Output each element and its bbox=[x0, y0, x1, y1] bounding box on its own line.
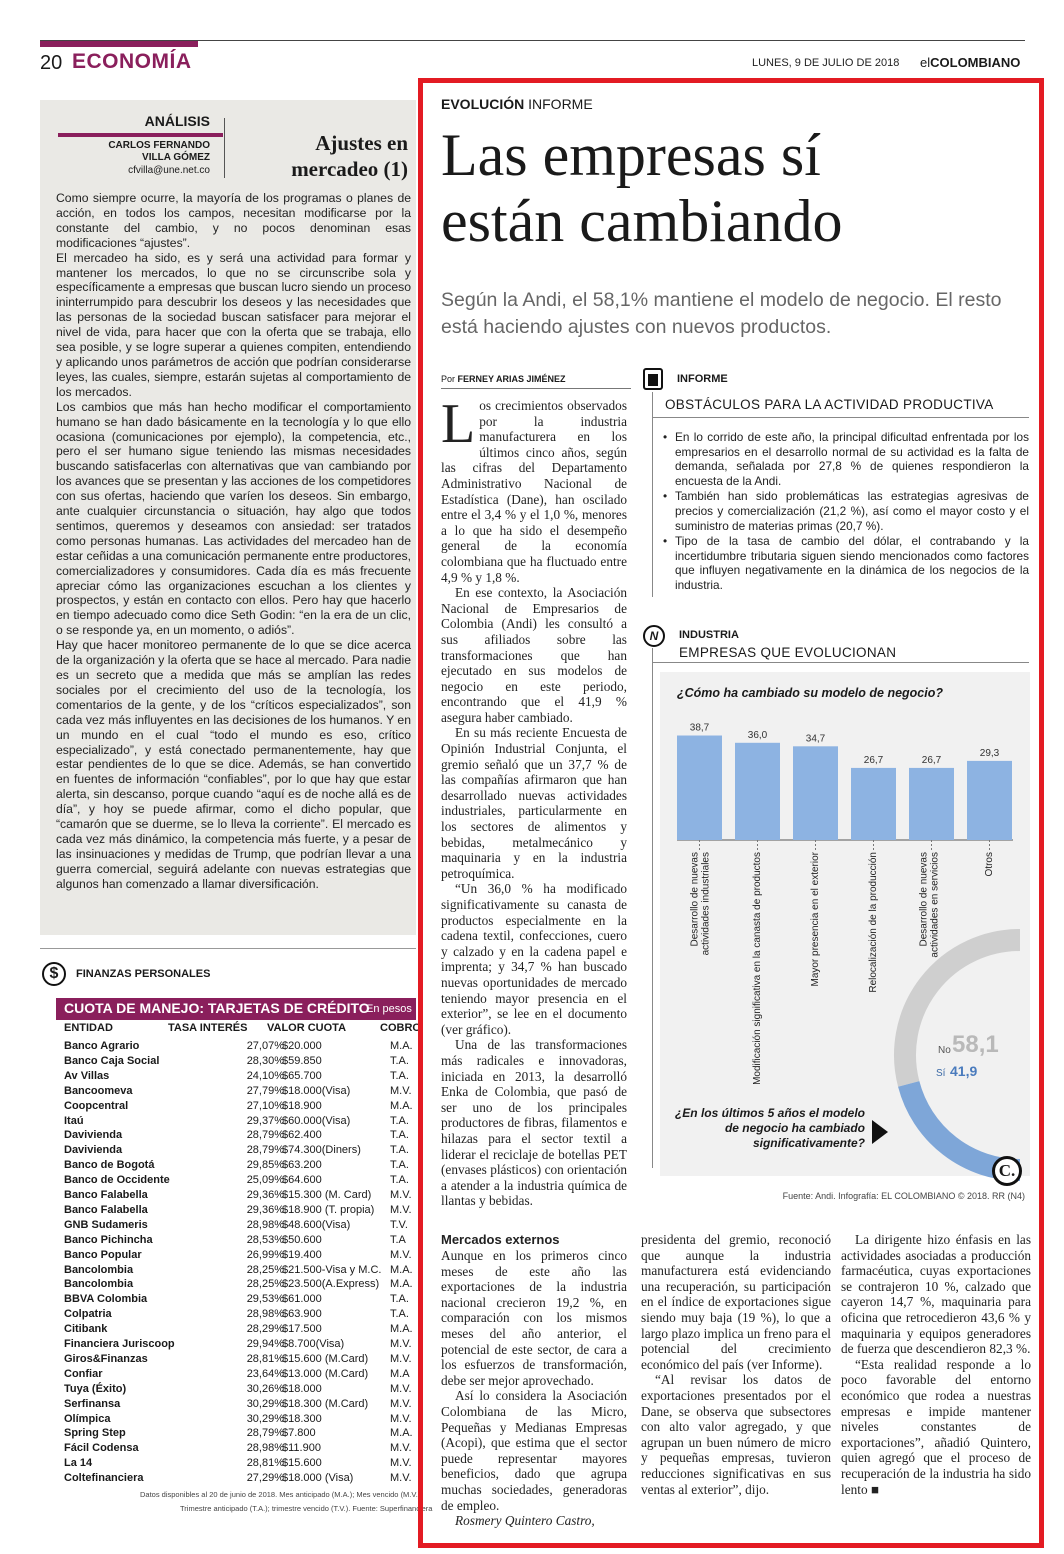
rate-cell: 25,09% bbox=[246, 1174, 284, 1187]
charge-cell: T.A. bbox=[390, 1293, 409, 1306]
article-paragraph bbox=[441, 393, 627, 585]
column-author bbox=[60, 140, 210, 164]
issue-date: LUNES, 9 DE JULIO DE 2018 bbox=[752, 57, 900, 69]
table-row bbox=[64, 1070, 416, 1085]
fee-cell: $50.600 bbox=[282, 1233, 322, 1246]
column-title-line-2: mercadeo (1) bbox=[291, 157, 408, 181]
fee-cell: $8.700(Visa) bbox=[282, 1338, 345, 1350]
charge-cell: M.V. bbox=[390, 1084, 412, 1097]
finance-title-bar bbox=[56, 998, 416, 1020]
charge-cell: M.V. bbox=[390, 1412, 412, 1425]
category-label: Modificación significativa en la canasta de productos bbox=[752, 852, 764, 1085]
author-line-2: VILLA GÓMEZ bbox=[142, 152, 210, 163]
newspaper-brand bbox=[920, 55, 1020, 70]
charge-cell: T.A. bbox=[390, 1114, 409, 1127]
document-icon-fill bbox=[648, 374, 658, 386]
category-label: Otros bbox=[984, 852, 996, 877]
industria-title-rule bbox=[652, 662, 1029, 663]
fee-cell: $64.600 bbox=[282, 1174, 322, 1187]
charge-cell: M.V. bbox=[390, 1203, 412, 1216]
column-body bbox=[56, 191, 411, 892]
finance-table-header bbox=[64, 1022, 421, 1036]
category-label: Desarrollo de nuevasactividades en servicios bbox=[918, 852, 941, 958]
article-bottom-column-3 bbox=[841, 1232, 1031, 1497]
newspaper-logo-icon: C. bbox=[992, 1156, 1022, 1186]
table-row bbox=[64, 1442, 416, 1457]
entity-cell: Bancolombia bbox=[64, 1263, 134, 1276]
fee-cell: $15.600 (M.Card) bbox=[282, 1352, 369, 1365]
entity-cell: Coltefinanciera bbox=[64, 1472, 144, 1485]
author-separator bbox=[224, 118, 225, 178]
page-number: 20 bbox=[40, 52, 63, 74]
article-headline bbox=[441, 122, 1031, 254]
rate-cell: 30,29% bbox=[246, 1412, 284, 1425]
table-row bbox=[64, 1249, 416, 1264]
fee-cell: $63.900 bbox=[282, 1308, 322, 1321]
byline-name: FERNEY ARIAS JIMÉNEZ bbox=[457, 374, 566, 384]
column-paragraph: Hay que hacer monitoreo permanente de lo que se dice acerca de la organización y la oferta que se hace al mercado. Para nadie es un secreto que a medida que más se amplían las redes sociales por el crecimiento del uso de la tecnología, los comentarios de la gente, y de los “críticos especializados”, son cada vez más influyentes en las decisiones de los humanos. Y en un mundo en el cual “todo el mundo es eso, crítico especializado”, y está conectado permanentemente, hay que estar pendientes de lo que se dice. Además, se han convertido en fuentes de información “confiables”, por lo que hay que estar alerta, sin descanso, porque cuando “aquí es de noche allá es de día”, y hoy se puede afirmar, como el dicho popular, que “camarón que se duerme, se lo lleva la corriente”. El mercado es cada vez más dinámico, la competencia más fuerte, y a pesar de las insinuaciones y medidas de Trump, que podrían llevar a una guerra comercial, seguirá adelante con nuevas estrategias que algunos han comenzado a llamar diversificación. bbox=[56, 638, 412, 891]
charge-cell: M.V. bbox=[390, 1382, 412, 1395]
fee-cell: $59.850 bbox=[282, 1054, 322, 1067]
entity-cell: Citibank bbox=[64, 1323, 108, 1336]
entity-cell: BBVA Colombia bbox=[64, 1293, 148, 1306]
fee-cell: $62.400 bbox=[282, 1129, 322, 1142]
charge-cell: T.A. bbox=[390, 1159, 409, 1172]
article-main-column bbox=[441, 393, 627, 1209]
fee-cell: $61.000 bbox=[282, 1293, 322, 1306]
subhead-mercados: Mercados externos bbox=[441, 1232, 560, 1247]
finance-label: FINANZAS PERSONALES bbox=[76, 968, 211, 980]
finance-separator bbox=[40, 948, 416, 949]
col-header-entity: ENTIDAD bbox=[64, 1022, 113, 1034]
informe-title: OBSTÁCULOS PARA LA ACTIVIDAD PRODUCTIVA bbox=[665, 397, 994, 412]
charge-cell: M.V. bbox=[390, 1189, 412, 1201]
table-row bbox=[64, 1457, 416, 1472]
bar bbox=[677, 736, 722, 840]
headline-line-1: Las empresas sí bbox=[441, 122, 821, 188]
quoted-name: Rosmery Quintero Castro, bbox=[455, 1513, 595, 1529]
table-row bbox=[64, 1472, 416, 1487]
entity-cell: Bancolombia bbox=[64, 1278, 134, 1291]
charge-cell: M.V. bbox=[390, 1352, 412, 1365]
entity-cell: Banco de Occidente bbox=[64, 1174, 170, 1187]
entity-cell: Banco Popular bbox=[64, 1248, 142, 1261]
bar bbox=[909, 768, 954, 840]
fee-cell: $23.500(A.Express) bbox=[282, 1278, 380, 1291]
fee-cell: $19.400 bbox=[282, 1248, 322, 1261]
rate-cell: 27,07% bbox=[246, 1040, 284, 1052]
column-paragraph: Los cambios que más han hecho modificar el comportamiento humano se han dado básicamente en la tecnología y lo que ello ocasiona (comunicaciones por ejemplo), la competencia, etc., pero el ser humano sigue teniendo las mismas necesidades buscando satisfacerlas con alternativas que van cambiando por los avances que se presentan y las acciones de los competidores con sus ofertas, haciendo que varíen los deseos. Sin embargo, ante cualquier circunstancia o situación, hay algo que todos sentimos, queremos y deseamos con ansiedad: ser tratados como personas humanas. Las actividades del mercadeo han de estar ceñidas a una comunicación permanente entre productores, comercializadores y consumidores. Cada día es más frecuente apreciar cómo las organizaciones escuchan a los clientes y prospectos, y están en contacto con ellos. Pero hay que hacerlo en tiempo adecuado como dice Seth Godin: “en la era de un clic, o se responde ya, en un momento, o adiós”. bbox=[56, 399, 412, 638]
dollar-icon: $ bbox=[42, 962, 66, 986]
rate-cell: 28,98% bbox=[246, 1308, 284, 1321]
charge-cell: M.A. bbox=[390, 1040, 413, 1052]
column-title bbox=[230, 130, 408, 182]
table-row bbox=[64, 1204, 416, 1219]
article-paragraph: La dirigente hizo énfasis en las actividades asociadas a producción farmacéutica, cuyas exportaciones se contrajeron 10 %, calzado que cayeron 14,7 %, maquinaria para oficina que retrocedieron 43,6 % y maquinaria y equipos generadores de fuerza que descendieron 82,3 %. bbox=[841, 1232, 1031, 1357]
entity-cell: Fácil Codensa bbox=[64, 1442, 139, 1455]
kicker-light: INFORME bbox=[528, 96, 593, 112]
entity-cell: Itaú bbox=[64, 1114, 84, 1127]
finance-note: Datos disponibles al 20 de junio de 2018. Mes anticipado (M.A.); Mes vencido (M.V.) bbox=[140, 1490, 421, 1499]
bar-value-label: 36,0 bbox=[747, 729, 768, 741]
column-title-line-1: Ajustes en bbox=[315, 131, 408, 155]
paragraph-text: os crecimientos observados por la industria manufacturera en los últimos cinco años, según las cifras del Departamento Administrativo Nacional de Estadística (Dane), han oscilado entre el 3,4 % y el 1,0 %, menores a lo que ha sido el desempeño general de la economía colombiana que ha fluctuado entre 4,9 % y 1,8 %. bbox=[441, 398, 627, 585]
fee-cell: $18.000 (Visa) bbox=[282, 1472, 354, 1485]
charge-cell: M.V. bbox=[390, 1338, 412, 1350]
charge-cell: T.A. bbox=[390, 1054, 409, 1067]
industria-vertical-rule bbox=[652, 648, 653, 1168]
donut-si-label: Sí bbox=[936, 1068, 946, 1079]
section-accent-bar bbox=[40, 41, 198, 47]
author-line-1: CARLOS FERNANDO bbox=[108, 140, 210, 151]
fee-cell: $21.500-Visa y M.C. bbox=[282, 1263, 382, 1276]
fee-cell: $74.300(Diners) bbox=[282, 1144, 361, 1157]
fee-cell: $48.600(Visa) bbox=[282, 1218, 351, 1231]
fee-cell: $63.200 bbox=[282, 1159, 322, 1172]
bar-value-label: 38,7 bbox=[689, 722, 710, 734]
charge-cell: T.A. bbox=[390, 1069, 409, 1082]
fee-cell: $18.000 bbox=[282, 1382, 322, 1395]
article-paragraph: Así lo considera la Asociación Colombiana de las Micro, Pequeñas y Medianas Empresas (Acopi), que estima que el sector puede representar mayores beneficios, dado que agrupa muchas sociedades, generadoras de empleo. bbox=[441, 1388, 627, 1513]
section-name: ECONOMÍA bbox=[72, 50, 192, 73]
charge-cell: M.A. bbox=[390, 1323, 413, 1336]
informe-bullet-list bbox=[663, 430, 1029, 594]
entity-cell: Coopcentral bbox=[64, 1099, 129, 1112]
bar-value-label: 29,3 bbox=[979, 747, 1000, 759]
fee-cell: $20.000 bbox=[282, 1040, 322, 1052]
rate-cell: 28,25% bbox=[246, 1278, 284, 1291]
table-row bbox=[64, 1264, 416, 1279]
fee-cell: $17.500 bbox=[282, 1323, 322, 1336]
rate-cell: 28,81% bbox=[246, 1457, 284, 1470]
fee-cell: $7.800 bbox=[282, 1427, 316, 1440]
rate-cell: 28,79% bbox=[246, 1129, 284, 1142]
table-row bbox=[64, 1085, 416, 1100]
rate-cell: 28,29% bbox=[246, 1323, 284, 1336]
chart-source: Fuente: Andi. Infografía: EL COLOMBIANO © 2018. RR (N4) bbox=[782, 1191, 1025, 1201]
bar bbox=[851, 768, 896, 840]
bar bbox=[735, 743, 780, 840]
article-paragraph: En ese contexto, la Asociación Nacional de Empresarios de Colombia (Andi) les consultó a sus afiliados sobre las transformaciones que han ejecutado en sus modelos de negocio en este periodo, encontrando que el 41,9 % asegura haber cambiado. bbox=[441, 585, 627, 725]
bar bbox=[967, 761, 1012, 840]
rate-cell: 28,30% bbox=[246, 1054, 284, 1067]
entity-cell: Colpatria bbox=[64, 1308, 112, 1321]
charge-cell: M.A bbox=[390, 1367, 410, 1380]
rate-cell: 26,99% bbox=[246, 1248, 284, 1261]
fee-cell: $15.300 (M. Card) bbox=[282, 1189, 372, 1201]
table-row bbox=[64, 1189, 416, 1204]
article-kicker bbox=[441, 96, 593, 112]
category-label: Desarrollo de nuevasactividades industriales bbox=[689, 852, 712, 956]
rate-cell: 28,81% bbox=[246, 1352, 284, 1365]
rate-cell: 28,25% bbox=[246, 1263, 284, 1276]
category-label: Relocalización de la producción bbox=[868, 852, 880, 993]
table-row bbox=[64, 1159, 416, 1174]
fee-cell: $15.600 bbox=[282, 1457, 322, 1470]
entity-cell: Tuya (Éxito) bbox=[64, 1382, 127, 1395]
charge-cell: M.A. bbox=[390, 1278, 413, 1291]
finance-table-title: CUOTA DE MANEJO: TARJETAS DE CRÉDITO bbox=[64, 1000, 370, 1016]
article-bottom-column-2 bbox=[641, 1232, 831, 1497]
entity-cell: Banco Caja Social bbox=[64, 1054, 160, 1067]
entity-cell: Av Villas bbox=[64, 1069, 110, 1082]
rate-cell: 28,98% bbox=[246, 1218, 284, 1231]
charge-cell: M.V. bbox=[390, 1397, 412, 1410]
rate-cell: 27,79% bbox=[246, 1084, 284, 1097]
drop-cap: L bbox=[441, 393, 476, 455]
charge-cell: M.V. bbox=[390, 1457, 412, 1470]
charge-cell: T.A. bbox=[390, 1308, 409, 1321]
col-header-charge: COBRO bbox=[380, 1022, 421, 1034]
bar-value-label: 26,7 bbox=[863, 754, 884, 766]
table-row bbox=[64, 1278, 416, 1293]
brand-name: COLOMBIANO bbox=[930, 55, 1021, 70]
article-paragraph: Una de las transformaciones más radicales e innovadoras, iniciada en 2013, la desarrolló Enka de Colombia, que pasó de ser uno de los principales productores de fibras, filamentos e hilazas para el sector textil a liderar el reciclaje de botellas PET (envases plásticos) con orientación a atender a la industria química de llantas y bebidas. bbox=[441, 1037, 627, 1209]
category-label: Mayor presencia en el exterior bbox=[810, 852, 822, 987]
entity-cell: Serfinansa bbox=[64, 1397, 121, 1410]
charge-cell: T.V. bbox=[390, 1218, 408, 1231]
table-row bbox=[64, 1115, 416, 1130]
table-row bbox=[64, 1293, 416, 1308]
table-row bbox=[64, 1308, 416, 1323]
article-paragraph bbox=[841, 1357, 1031, 1497]
fee-cell: $18.300 bbox=[282, 1412, 322, 1425]
informe-bullet: • En lo corrido de este año, la principal dificultad enfrentada por los empresarios en el desarrollo normal de su actividad es la falta de demanda, señalada por 27,8 % de quienes respondieron la encuesta de la Andi. bbox=[663, 430, 1029, 488]
column-paragraph: Como siempre ocurre, la mayoría de los programas o planes de acción, en todos los campos, necesitan modificarse por la constante del cambio, y no pocos denominan esas modificaciones “ajustes”. bbox=[56, 191, 411, 250]
informe-title-rule bbox=[652, 417, 1029, 418]
informe-vertical-rule bbox=[652, 392, 653, 597]
table-row bbox=[64, 1055, 416, 1070]
rate-cell: 23,64% bbox=[246, 1367, 284, 1380]
table-row bbox=[64, 1144, 416, 1159]
rate-cell: 28,53% bbox=[246, 1233, 284, 1246]
informe-bullet: • Tipo de la tasa de cambio del dólar, el contrabando y la incertidumbre tributaria siguen siendo mencionados como factores que influyen negativamente en la dinámica de los negocios de la industria. bbox=[663, 534, 1029, 592]
table-row bbox=[64, 1368, 416, 1383]
charge-cell: M.V. bbox=[390, 1472, 412, 1485]
article-byline bbox=[441, 374, 566, 384]
finance-table-subtitle: En pesos bbox=[366, 1003, 412, 1015]
paragraph-text: “Esta realidad responde a lo poco favorable del entorno económico que rodea a nuestras empresas e impide mantener niveles constantes de exportaciones”, añadió Quintero, quien agregó que el proceso de recuperación de la industria ha sido lento bbox=[841, 1356, 1031, 1497]
entity-cell: Olímpica bbox=[64, 1412, 111, 1425]
table-row bbox=[64, 1129, 416, 1144]
entity-cell: Banco Falabella bbox=[64, 1203, 148, 1216]
entity-cell: GNB Sudameris bbox=[64, 1218, 148, 1231]
bar-value-label: 34,7 bbox=[805, 733, 826, 745]
donut-question: ¿En los últimos 5 años el modelo de negocio ha cambiado significativamente? bbox=[674, 1106, 865, 1150]
rate-cell: 29,85% bbox=[246, 1159, 284, 1172]
industria-title: EMPRESAS QUE EVOLUCIONAN bbox=[679, 645, 897, 660]
end-mark: ■ bbox=[870, 1481, 879, 1497]
kicker-bold: EVOLUCIÓN bbox=[441, 96, 525, 112]
charge-cell: T.A. bbox=[390, 1129, 409, 1142]
headline-line-2: están cambiando bbox=[441, 188, 843, 254]
charge-cell: M.V. bbox=[390, 1442, 412, 1455]
article-paragraph: Aunque en los primeros cinco meses de este año las exportaciones de la industria nacional crecieron 19,2 %, en comparación con los mismos meses del año anterior, el potencial de este sector, de cara a los esfuerzos de transformación, debe ser mejor aprovechado. bbox=[441, 1248, 627, 1388]
donut-no-value: 58,1 bbox=[952, 1031, 999, 1058]
article-paragraph: “Al revisar los datos de exportaciones presentados por el Dane, se observa que subsectores con alto valor agregado, y que agrupan un buen número de micro y pequeñas empresas, tuvieron reducciones significativas en sus ventas al exterior”, dijo. bbox=[641, 1372, 831, 1497]
table-row bbox=[64, 1383, 416, 1398]
fee-cell: $60.000(Visa) bbox=[282, 1114, 351, 1127]
article-paragraph: En su más reciente Encuesta de Opinión Industrial Conjunta, el gremio señaló que un 37,7 % de las compañías afirmaron que han desarrollado nuevas actividades industriales, particularmente en los sectores de alimentos y bebidas, metalmecánico y maquinaria y en la industria petroquímica. bbox=[441, 725, 627, 881]
fee-cell: $11.900 bbox=[282, 1442, 321, 1455]
entity-cell: Davivienda bbox=[64, 1144, 123, 1157]
table-row bbox=[64, 1234, 416, 1249]
entity-cell: Banco de Bogotá bbox=[64, 1159, 155, 1172]
col-header-fee: VALOR CUOTA bbox=[267, 1022, 347, 1034]
donut-si-value: 41,9 bbox=[950, 1063, 978, 1079]
fee-cell: $13.000 (M.Card) bbox=[282, 1367, 369, 1380]
article-paragraph: “Un 36,0 % ha modificado significativamente su canasta de productos especialmente en la cadena textil, confecciones, cuero y calzado y en la cadena papel e imprenta; y 34,7 % han buscado nuevas oportunidades de mercado teniendo mayor presencia en el exterior”, se lee en el documento (ver gráfico). bbox=[441, 881, 627, 1037]
entity-cell: Davivienda bbox=[64, 1129, 123, 1142]
charge-cell: T.A bbox=[390, 1233, 406, 1246]
entity-cell: Giros&Finanzas bbox=[64, 1352, 148, 1365]
fee-cell: $18.300 (M.Card) bbox=[282, 1397, 369, 1410]
rate-cell: 24,10% bbox=[246, 1069, 284, 1082]
charge-cell: T.A. bbox=[390, 1174, 409, 1187]
table-row bbox=[64, 1323, 416, 1338]
article-bottom-column-1 bbox=[441, 1232, 627, 1529]
article-paragraph: presidenta del gremio, reconoció que aunque la industria manufacturera está evidenciando una recuperación, su participación en el índice de exportaciones sigue siendo muy baja (19 %), lo que a largo plazo implica un freno para el potencial del crecimiento económico del país (ver Informe). bbox=[641, 1232, 831, 1372]
fee-cell: $65.700 bbox=[282, 1069, 322, 1082]
charge-cell: M.A. bbox=[390, 1427, 413, 1440]
table-row bbox=[64, 1040, 416, 1055]
brand-prefix: el bbox=[920, 55, 931, 70]
arrow-right-icon bbox=[872, 1120, 888, 1144]
entity-cell: Spring Step bbox=[64, 1427, 126, 1440]
rate-cell: 27,10% bbox=[246, 1099, 284, 1112]
entity-cell: Banco Agrario bbox=[64, 1040, 140, 1052]
charge-cell: M.V. bbox=[390, 1248, 412, 1261]
entity-cell: Financiera Juriscoop bbox=[64, 1338, 175, 1350]
table-row bbox=[64, 1174, 416, 1189]
rate-cell: 30,29% bbox=[246, 1397, 284, 1410]
industria-label: INDUSTRIA bbox=[679, 629, 739, 641]
rate-cell: 29,94% bbox=[246, 1338, 284, 1350]
analysis-accent-line bbox=[58, 133, 223, 137]
n-icon: N bbox=[643, 625, 665, 647]
table-row bbox=[64, 1413, 416, 1428]
analysis-label: ANÁLISIS bbox=[144, 113, 210, 129]
table-row bbox=[64, 1338, 416, 1353]
entity-cell: Banco Pichincha bbox=[64, 1233, 153, 1246]
rate-cell: 28,79% bbox=[246, 1427, 284, 1440]
article-standfirst: Según la Andi, el 58,1% mantiene el modelo de negocio. El resto está haciendo ajustes con nuevos productos. bbox=[441, 289, 1002, 338]
entity-cell: La 14 bbox=[64, 1457, 93, 1470]
informe-label: INFORME bbox=[677, 373, 728, 385]
byline-prefix: Por bbox=[441, 374, 456, 384]
table-row bbox=[64, 1100, 416, 1115]
bar-value-label: 26,7 bbox=[921, 754, 942, 766]
col-header-rate: TASA INTERÉS bbox=[168, 1022, 248, 1034]
donut-no-label: No bbox=[938, 1045, 951, 1056]
charge-cell: T.A. bbox=[390, 1144, 409, 1157]
rate-cell: 30,26% bbox=[246, 1382, 284, 1395]
rate-cell: 29,36% bbox=[246, 1189, 284, 1201]
rate-cell: 29,37% bbox=[246, 1114, 284, 1127]
rate-cell: 28,79% bbox=[246, 1144, 284, 1157]
bar bbox=[793, 746, 838, 840]
rate-cell: 29,36% bbox=[246, 1203, 284, 1216]
informe-bullet: • También han sido problemáticas las estrategias agresivas de precios y comercialización (21,2 %), así como el mayor costo y el suministro de materias primas (20,7 %). bbox=[663, 489, 1029, 533]
entity-cell: Bancoomeva bbox=[64, 1084, 133, 1097]
fee-cell: $18.000(Visa) bbox=[282, 1084, 351, 1097]
charge-cell: M.A. bbox=[390, 1099, 413, 1112]
byline-rule bbox=[441, 388, 631, 389]
table-row bbox=[64, 1353, 416, 1368]
rate-cell: 27,29% bbox=[246, 1472, 284, 1485]
entity-cell: Banco Falabella bbox=[64, 1189, 148, 1201]
finance-source: Trimestre anticipado (T.A.); trimestre vencido (T.V.). Fuente: Superfinanciera bbox=[180, 1504, 433, 1513]
charge-cell: M.A. bbox=[390, 1263, 413, 1276]
table-row bbox=[64, 1219, 416, 1234]
rate-cell: 29,53% bbox=[246, 1293, 284, 1306]
bar-chart-title: ¿Cómo ha cambiado su modelo de negocio? bbox=[677, 686, 943, 700]
fee-cell: $18.900 (T. propia) bbox=[282, 1203, 375, 1216]
author-email: cfvilla@une.net.co bbox=[128, 165, 210, 176]
entity-cell: Confiar bbox=[64, 1367, 103, 1380]
table-row bbox=[64, 1427, 416, 1442]
fee-cell: $18.900 bbox=[282, 1099, 322, 1112]
column-paragraph: El mercadeo ha sido, es y será una actividad para formar y mantener los mercados, lo que no se circunscribe sola y específicamente a empresas que buscan lucro siendo un proceso ininterrumpido para descubrir los deseos y las necesidades que las personas de la sociedad buscan satisfacer para mejorar el nivel de vida, para hacer que con la oferta que se trabaja, ello sea posible, y se logre superar a quienes compiten, entendiendo y aplicando unos parámetros de acción que podrían considerarse leyes, las cuales, siempre, estarán sujetas al comportamiento de los mercados. bbox=[56, 250, 412, 399]
rate-cell: 28,98% bbox=[246, 1442, 284, 1455]
table-row bbox=[64, 1398, 416, 1413]
